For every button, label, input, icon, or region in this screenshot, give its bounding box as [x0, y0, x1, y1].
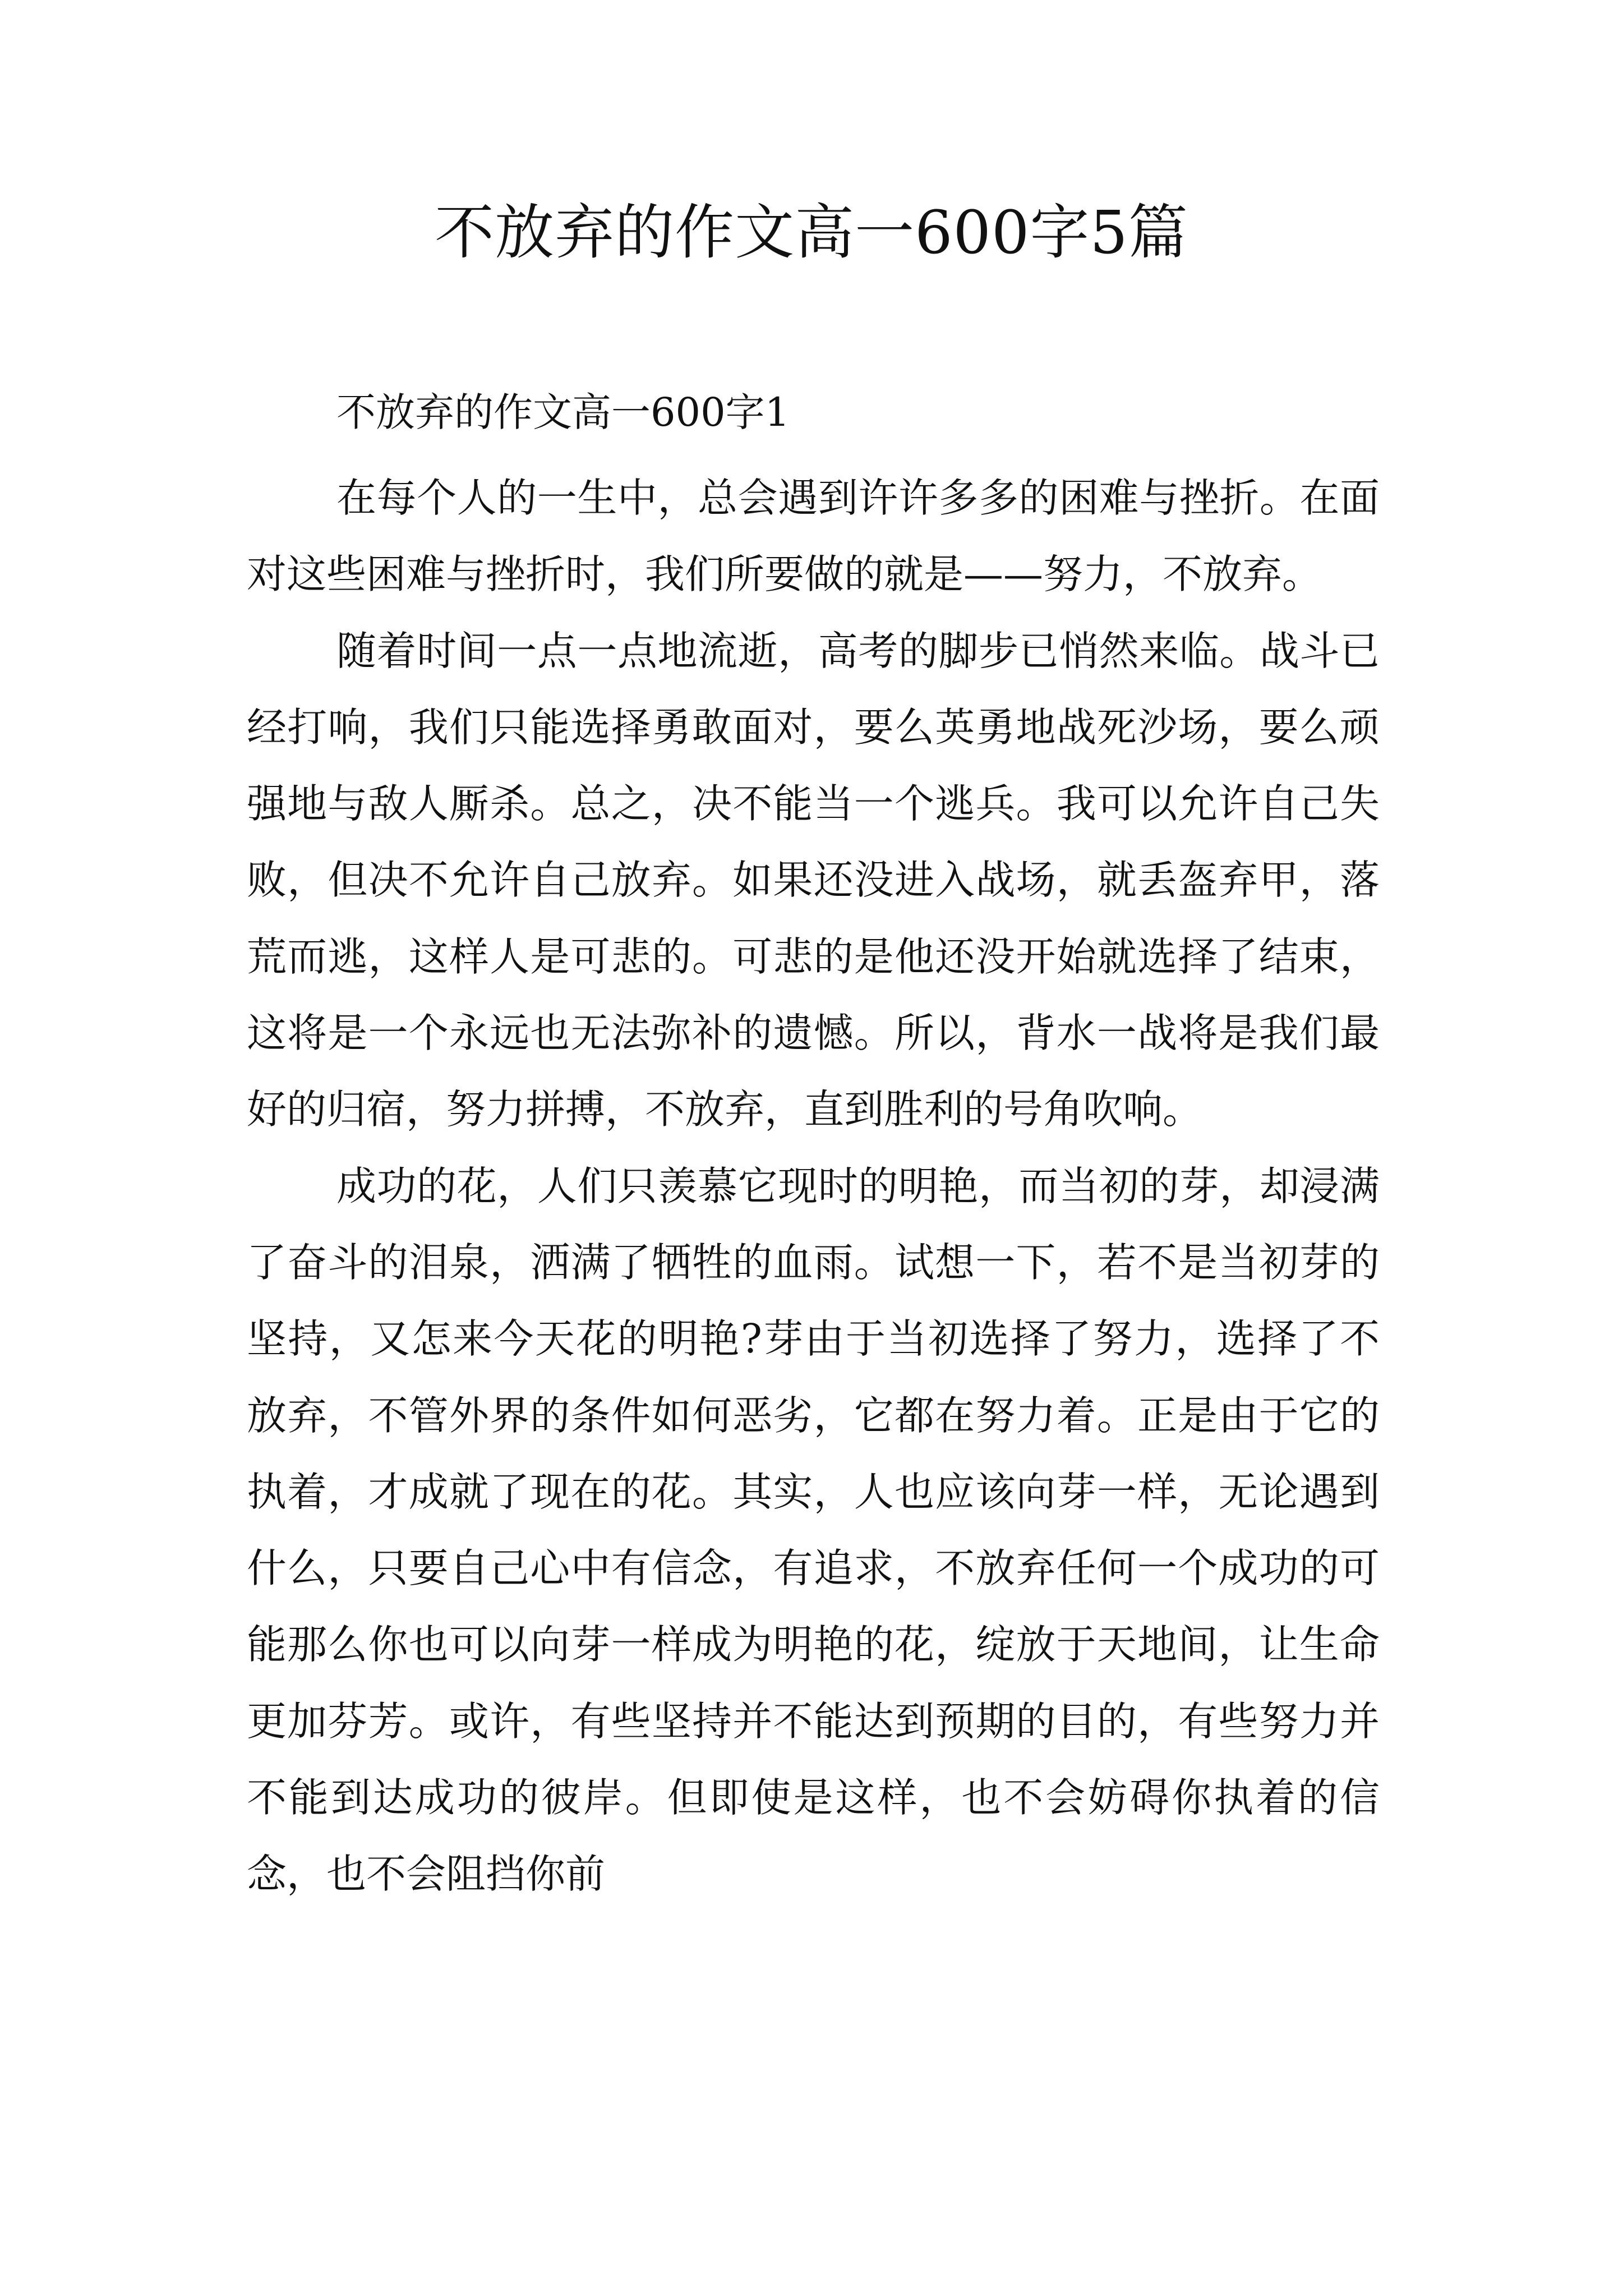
paragraph: 在每个人的一生中，总会遇到许许多多的困难与挫折。在面对这些困难与挫折时，我们所要做的就是——努力，不放弃。 [247, 475, 1380, 598]
paragraph: 随着时间一点一点地流逝，高考的脚步已悄然来临。战斗已经打响，我们只能选择勇敢面对，要么英勇地战死沙场，要么顽强地与敌人厮杀。总之，决不能当一个逃兵。我可以允许自己失败，但决不允许自己放弃。如果还没进入战场，就丢盔弃甲，落荒而逃，这样人是可悲的。可悲的是他还没开始就选择了结束，这将是一个永远也无法弥补的遗憾。所以，背水一战将是我们最好的归宿，努力拼搏，不放弃，直到胜利的号角吹响。 [247, 627, 1380, 1133]
section-heading: 不放弃的作文高一600字1 [336, 389, 790, 435]
document-title: 不放弃的作文高一600字5篇 [435, 198, 1188, 267]
document-body [247, 460, 1380, 1913]
paragraph: 成功的花，人们只羡慕它现时的明艳，而当初的芽，却浸满了奋斗的泪泉，洒满了牺牲的血雨。试想一下，若不是当初芽的坚持，又怎来今天花的明艳?芽由于当初选择了努力，选择了不放弃，不管外界的条件如何恶劣，它都在努力着。正是由于它的执着，才成就了现在的花。其实，人也应该向芽一样，无论遇到什么，只要自己心中有信念，有追求，不放弃任何一个成功的可能那么你也可以向芽一样成为明艳的花，绽放于天地间，让生命更加芬芳。或许，有些坚持并不能达到预期的目的，有些努力并不能到达成功的彼岸。但即使是这样，也不会妨碍你执着的信念，也不会阻挡你前 [247, 1162, 1380, 1898]
